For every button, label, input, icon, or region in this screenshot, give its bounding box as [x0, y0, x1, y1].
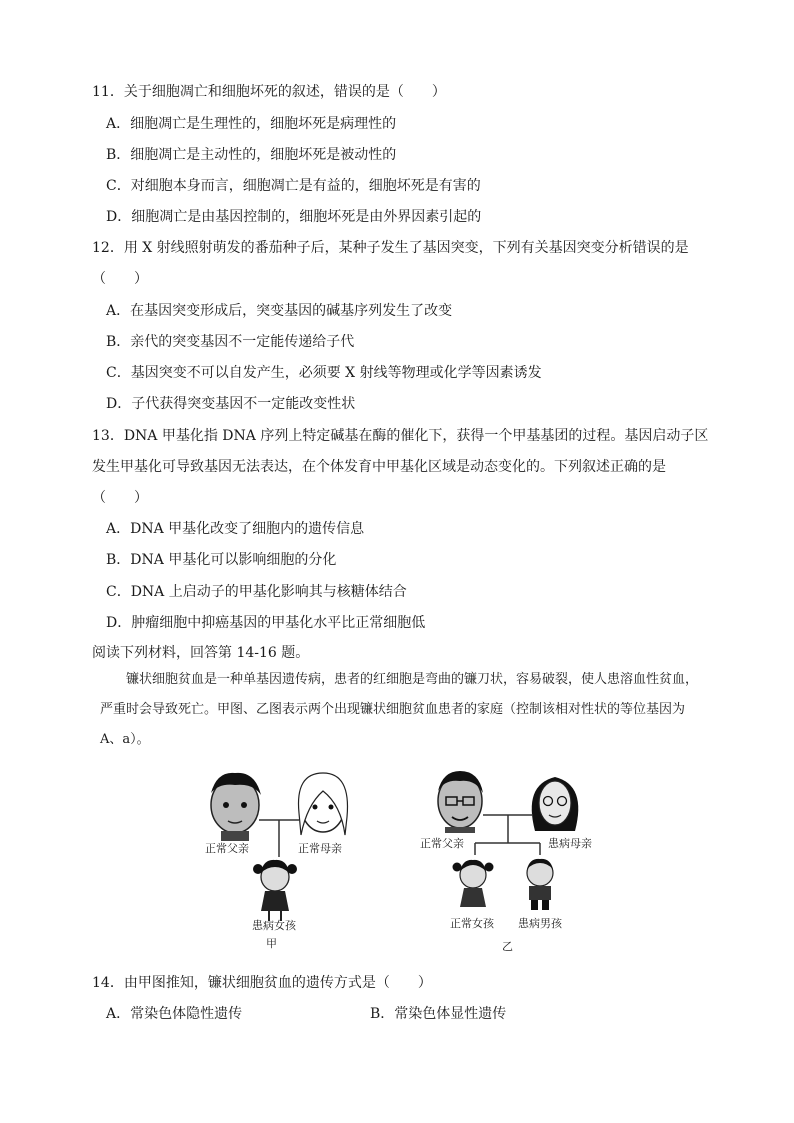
pedigree-figure-yi — [415, 765, 615, 940]
father-portrait-icon — [438, 771, 483, 833]
q11-option-a: A．细胞凋亡是生理性的，细胞坏死是病理性的 — [106, 116, 397, 132]
jia-figure-label: 甲 — [266, 937, 277, 950]
q14-stem: 14．由甲图推知，镰状细胞贫血的遗传方式是（ ） — [92, 975, 432, 991]
reading-intro: 阅读下列材料，回答第 14-16 题。 — [92, 645, 310, 661]
pedigree-yi-drawing — [415, 765, 615, 940]
q12-option-d: D．子代获得突变基因不一定能改变性状 — [106, 396, 356, 412]
q13-option-d: D．肿瘤细胞中抑癌基因的甲基化水平比正常细胞低 — [106, 615, 426, 631]
yi-mother-label: 患病母亲 — [548, 837, 592, 850]
sick-girl-icon — [253, 860, 297, 921]
yi-child1-label: 正常女孩 — [450, 917, 494, 930]
material-paragraph: 镰状细胞贫血是一种单基因遗传病，患者的红细胞是弯曲的镰刀状，容易破裂，使人患溶血性贫血，严重时会导致死亡。甲图、乙图表示两个出现镰状细胞贫血患者的家庭（控制该相对性状的等位基因为 A、a）。 — [100, 672, 699, 747]
normal-girl-icon — [453, 860, 494, 907]
q14-option-b: B．常染色体显性遗传 — [370, 1006, 507, 1022]
q12-option-c: C．基因突变不可以自发产生，必须要 X 射线等物理或化学等因素诱发 — [106, 365, 542, 381]
q12-option-b: B．亲代的突变基因不一定能传递给子代 — [106, 334, 355, 350]
father-portrait-icon — [211, 773, 261, 841]
q11-option-b: B．细胞凋亡是主动性的，细胞坏死是被动性的 — [106, 147, 397, 163]
mother-portrait-icon — [532, 777, 579, 831]
q14-option-a: A．常染色体隐性遗传 — [106, 1006, 243, 1022]
yi-father-label: 正常父亲 — [420, 837, 464, 850]
q13-stem-line2: 发生甲基化可导致基因无法表达，在个体发育中甲基化区域是动态变化的。下列叙述正确的是 — [92, 459, 666, 475]
mother-portrait-icon — [299, 773, 348, 835]
yi-child2-label: 患病男孩 — [518, 917, 562, 930]
q11-stem: 11．关于细胞凋亡和细胞坏死的叙述，错误的是（ ） — [92, 84, 446, 100]
q13-option-a: A．DNA 甲基化改变了细胞内的遗传信息 — [106, 521, 365, 537]
q13-stem-line3: （ ） — [92, 490, 148, 506]
q12-stem-line2: （ ） — [92, 271, 148, 287]
yi-figure-label: 乙 — [502, 940, 513, 953]
sick-boy-icon — [527, 859, 553, 910]
q13-option-c: C．DNA 上启动子的甲基化影响其与核糖体结合 — [106, 584, 407, 600]
jia-child-label: 患病女孩 — [252, 919, 296, 932]
q12-option-a: A．在基因突变形成后，突变基因的碱基序列发生了改变 — [106, 303, 453, 319]
jia-mother-label: 正常母亲 — [298, 842, 342, 855]
q13-option-b: B．DNA 甲基化可以影响细胞的分化 — [106, 552, 337, 568]
q12-stem-line1: 12．用 X 射线照射萌发的番茄种子后，某种子发生了基因突变，下列有关基因突变分析错误的是 — [92, 240, 689, 256]
q11-option-d: D．细胞凋亡是由基因控制的，细胞坏死是由外界因素引起的 — [106, 209, 482, 225]
q13-stem-line1: 13．DNA 甲基化指 DNA 序列上特定碱基在酶的催化下，获得一个甲基基团的过程。基因启动子区 — [92, 428, 709, 444]
jia-father-label: 正常父亲 — [205, 842, 249, 855]
q11-option-c: C．对细胞本身而言，细胞凋亡是有益的，细胞坏死是有害的 — [106, 178, 481, 194]
